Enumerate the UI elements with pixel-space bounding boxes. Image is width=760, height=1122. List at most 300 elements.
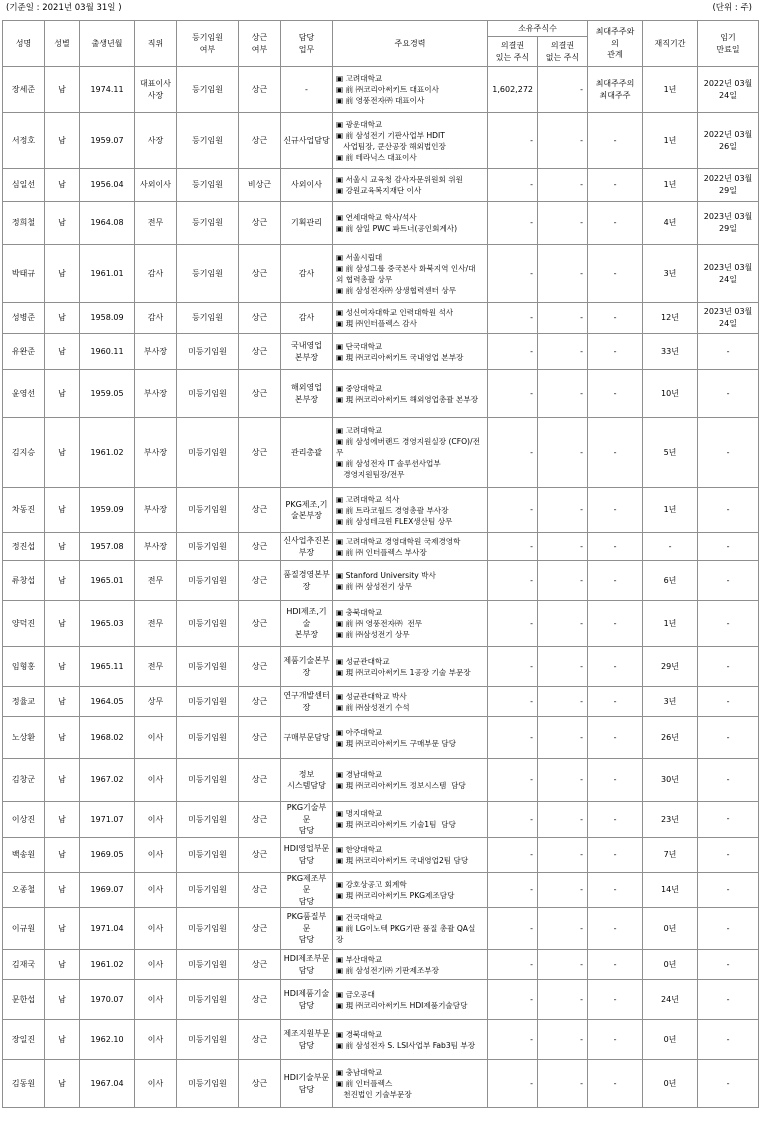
table-row bbox=[3, 1060, 759, 1108]
cell-tenure: 0년 bbox=[643, 908, 698, 950]
cell-expiry: - bbox=[698, 1060, 759, 1108]
cell-voting: - bbox=[488, 169, 538, 202]
cell-voting: - bbox=[488, 647, 538, 687]
cell-tenure: 1년 bbox=[643, 488, 698, 533]
cell-tenure: 3년 bbox=[643, 687, 698, 717]
cell-fulltime: 상근 bbox=[239, 908, 281, 950]
cell-nonvoting: - bbox=[538, 950, 588, 980]
career-line: ▣ 前 삼일 PWC 파트너(공인회계사) bbox=[336, 224, 458, 233]
cell-position: 대표이사 사장 bbox=[135, 67, 177, 113]
cell-registered: 미등기임원 bbox=[177, 647, 239, 687]
table-row bbox=[3, 837, 759, 872]
table-row bbox=[3, 370, 759, 418]
table-row bbox=[3, 67, 759, 113]
cell-position: 이사 bbox=[135, 1020, 177, 1060]
cell-name: 문한섭 bbox=[3, 980, 45, 1020]
cell-name: 김창군 bbox=[3, 759, 45, 802]
cell-birth: 1965.01 bbox=[80, 561, 135, 601]
table-row bbox=[3, 488, 759, 533]
cell-nonvoting: - bbox=[538, 303, 588, 334]
cell-nonvoting: - bbox=[538, 601, 588, 647]
cell-nonvoting: - bbox=[538, 759, 588, 802]
cell-position: 이사 bbox=[135, 950, 177, 980]
cell-position: 이사 bbox=[135, 717, 177, 759]
cell-registered: 미등기임원 bbox=[177, 837, 239, 872]
cell-expiry: 2023년 03월 29일 bbox=[698, 202, 759, 245]
career-line: ▣ 前 ㈜코리아써키트 대표이사 bbox=[336, 85, 439, 94]
career-line: ▣ 서울시 교육청 감사자문위원회 위원 bbox=[336, 175, 463, 184]
cell-expiry: 2023년 03월 24일 bbox=[698, 245, 759, 303]
col-voting: 의결권 있는 주식 bbox=[488, 37, 538, 67]
career-line: ▣ 고려대학교 bbox=[336, 74, 383, 83]
cell-expiry: - bbox=[698, 647, 759, 687]
cell-nonvoting: - bbox=[538, 717, 588, 759]
cell-gender: 남 bbox=[45, 113, 80, 169]
cell-birth: 1959.07 bbox=[80, 113, 135, 169]
base-date: (기준일 : 2021년 03월 31일 ) bbox=[6, 3, 122, 13]
career-line: ▣ 충남대학교 bbox=[336, 1068, 383, 1077]
cell-relation: - bbox=[588, 334, 643, 370]
cell-birth: 1965.11 bbox=[80, 647, 135, 687]
cell-voting: - bbox=[488, 950, 538, 980]
cell-voting: - bbox=[488, 802, 538, 838]
cell-nonvoting: - bbox=[538, 533, 588, 561]
cell-expiry: - bbox=[698, 334, 759, 370]
cell-position: 부사장 bbox=[135, 533, 177, 561]
table-body bbox=[3, 67, 759, 1108]
cell-career bbox=[333, 488, 488, 533]
cell-tenure: 29년 bbox=[643, 647, 698, 687]
cell-registered: 등기임원 bbox=[177, 169, 239, 202]
cell-birth: 1964.05 bbox=[80, 687, 135, 717]
cell-relation: - bbox=[588, 561, 643, 601]
cell-registered: 미등기임원 bbox=[177, 950, 239, 980]
table-row bbox=[3, 759, 759, 802]
cell-career bbox=[333, 113, 488, 169]
career-line: ▣ 現 ㈜코리아써키트 HDI제품기술담당 bbox=[336, 1000, 468, 1010]
cell-tenure: - bbox=[643, 533, 698, 561]
cell-birth: 1964.08 bbox=[80, 202, 135, 245]
cell-duty: 정보 시스템담당 bbox=[281, 759, 333, 802]
cell-name: 이규원 bbox=[3, 908, 45, 950]
table-row bbox=[3, 1020, 759, 1060]
cell-position: 상무 bbox=[135, 687, 177, 717]
career-line: 경영지원팀장/전무 bbox=[336, 470, 405, 479]
table-row bbox=[3, 980, 759, 1020]
cell-duty: 사외이사 bbox=[281, 169, 333, 202]
cell-tenure: 23년 bbox=[643, 802, 698, 838]
career-line: ▣ 現 ㈜코리아써키트 PKG제조담당 bbox=[336, 890, 455, 900]
cell-duty: PKG기술부문 담당 bbox=[281, 802, 333, 838]
career-line: ▣ 한양대학교 bbox=[336, 844, 383, 854]
cell-gender: 남 bbox=[45, 370, 80, 418]
cell-birth: 1959.05 bbox=[80, 370, 135, 418]
cell-birth: 1970.07 bbox=[80, 980, 135, 1020]
cell-birth: 1965.03 bbox=[80, 601, 135, 647]
cell-nonvoting: - bbox=[538, 418, 588, 488]
cell-relation: - bbox=[588, 908, 643, 950]
cell-relation: - bbox=[588, 759, 643, 802]
career-line: ▣ Stanford University 박사 bbox=[336, 570, 436, 580]
cell-name: 김재국 bbox=[3, 950, 45, 980]
cell-relation: - bbox=[588, 303, 643, 334]
cell-duty: HDI제조부문 담당 bbox=[281, 950, 333, 980]
cell-tenure: 0년 bbox=[643, 1060, 698, 1108]
col-nonvoting: 의결권 없는 주식 bbox=[538, 37, 588, 67]
cell-relation: - bbox=[588, 647, 643, 687]
cell-registered: 미등기임원 bbox=[177, 601, 239, 647]
career-line: ▣ 부산대학교 bbox=[336, 954, 383, 964]
cell-birth: 1974.11 bbox=[80, 67, 135, 113]
cell-career bbox=[333, 202, 488, 245]
cell-name: 김동원 bbox=[3, 1060, 45, 1108]
cell-career bbox=[333, 837, 488, 872]
col-expiry: 임기 만료일 bbox=[698, 21, 759, 67]
cell-duty: HDI제조,기술 본부장 bbox=[281, 601, 333, 647]
cell-relation: 최대주주의 최대주주 bbox=[588, 67, 643, 113]
cell-fulltime: 상근 bbox=[239, 370, 281, 418]
table-row bbox=[3, 687, 759, 717]
cell-registered: 등기임원 bbox=[177, 67, 239, 113]
cell-career bbox=[333, 950, 488, 980]
cell-voting: - bbox=[488, 334, 538, 370]
table-row bbox=[3, 533, 759, 561]
cell-tenure: 3년 bbox=[643, 245, 698, 303]
cell-voting: - bbox=[488, 759, 538, 802]
cell-tenure: 1년 bbox=[643, 113, 698, 169]
cell-expiry: - bbox=[698, 950, 759, 980]
cell-registered: 미등기임원 bbox=[177, 687, 239, 717]
career-line: ▣ 강원교육복지재단 이사 bbox=[336, 186, 422, 195]
table-row bbox=[3, 245, 759, 303]
cell-career bbox=[333, 334, 488, 370]
cell-nonvoting: - bbox=[538, 980, 588, 1020]
career-line: ▣ 충북대학교 bbox=[336, 608, 383, 617]
cell-gender: 남 bbox=[45, 67, 80, 113]
col-tenure: 재직기간 bbox=[643, 21, 698, 67]
cell-duty: 관리총괄 bbox=[281, 418, 333, 488]
cell-position: 사외이사 bbox=[135, 169, 177, 202]
career-line: ▣ 금오공대 bbox=[336, 989, 375, 999]
cell-nonvoting: - bbox=[538, 245, 588, 303]
cell-career bbox=[333, 533, 488, 561]
career-line: ▣ 강호상공고 회계학 bbox=[336, 879, 407, 889]
cell-name: 정희철 bbox=[3, 202, 45, 245]
cell-name: 차동진 bbox=[3, 488, 45, 533]
cell-tenure: 30년 bbox=[643, 759, 698, 802]
cell-expiry: - bbox=[698, 980, 759, 1020]
cell-expiry: - bbox=[698, 687, 759, 717]
career-line: ▣ 現 ㈜코리아써키트 국내영업2팀 담당 bbox=[336, 855, 469, 865]
cell-voting: - bbox=[488, 303, 538, 334]
col-position: 직위 bbox=[135, 21, 177, 67]
cell-name: 장세준 bbox=[3, 67, 45, 113]
cell-career bbox=[333, 687, 488, 717]
cell-fulltime: 상근 bbox=[239, 837, 281, 872]
cell-name: 서정호 bbox=[3, 113, 45, 169]
cell-duty: 국내영업 본부장 bbox=[281, 334, 333, 370]
career-line: 천진법인 기술부문장 bbox=[336, 1090, 412, 1099]
cell-tenure: 12년 bbox=[643, 303, 698, 334]
header-bar bbox=[0, 0, 760, 16]
cell-fulltime: 상근 bbox=[239, 67, 281, 113]
career-line: ▣ 前 ㈜삼성전기 수석 bbox=[336, 702, 410, 712]
career-line: ▣ 前 삼성에버랜드 경영지원실장 (CFO)/전 bbox=[336, 437, 480, 446]
cell-registered: 미등기임원 bbox=[177, 370, 239, 418]
cell-voting: - bbox=[488, 488, 538, 533]
cell-name: 정진섭 bbox=[3, 533, 45, 561]
cell-position: 부사장 bbox=[135, 418, 177, 488]
cell-birth: 1967.04 bbox=[80, 1060, 135, 1108]
cell-position: 부사장 bbox=[135, 488, 177, 533]
cell-nonvoting: - bbox=[538, 561, 588, 601]
cell-name: 백송원 bbox=[3, 837, 45, 872]
cell-registered: 미등기임원 bbox=[177, 334, 239, 370]
cell-registered: 미등기임원 bbox=[177, 717, 239, 759]
cell-position: 이사 bbox=[135, 872, 177, 908]
cell-voting: - bbox=[488, 113, 538, 169]
cell-duty: 해외영업 본부장 bbox=[281, 370, 333, 418]
cell-duty: HDI기술부문 담당 bbox=[281, 1060, 333, 1108]
table-row bbox=[3, 202, 759, 245]
cell-fulltime: 상근 bbox=[239, 802, 281, 838]
cell-nonvoting: - bbox=[538, 67, 588, 113]
cell-tenure: 6년 bbox=[643, 561, 698, 601]
cell-fulltime: 상근 bbox=[239, 418, 281, 488]
col-gender: 성별 bbox=[45, 21, 80, 67]
cell-position: 부사장 bbox=[135, 334, 177, 370]
cell-voting: - bbox=[488, 872, 538, 908]
col-duty: 담당 업무 bbox=[281, 21, 333, 67]
cell-gender: 남 bbox=[45, 759, 80, 802]
cell-fulltime: 상근 bbox=[239, 950, 281, 980]
cell-gender: 남 bbox=[45, 561, 80, 601]
col-career: 주요경력 bbox=[333, 21, 488, 67]
career-line: ▣ 고려대학교 경영대학원 국제경영학 bbox=[336, 536, 461, 546]
cell-relation: - bbox=[588, 717, 643, 759]
cell-duty: HDI제품기술 담당 bbox=[281, 980, 333, 1020]
cell-expiry: 2022년 03월 24일 bbox=[698, 67, 759, 113]
cell-fulltime: 상근 bbox=[239, 202, 281, 245]
cell-voting: - bbox=[488, 418, 538, 488]
cell-tenure: 1년 bbox=[643, 169, 698, 202]
cell-registered: 미등기임원 bbox=[177, 418, 239, 488]
career-line: ▣ 고려대학교 bbox=[336, 426, 383, 435]
cell-career bbox=[333, 303, 488, 334]
cell-tenure: 33년 bbox=[643, 334, 698, 370]
cell-fulltime: 상근 bbox=[239, 872, 281, 908]
cell-fulltime: 상근 bbox=[239, 533, 281, 561]
cell-relation: - bbox=[588, 872, 643, 908]
cell-registered: 미등기임원 bbox=[177, 1020, 239, 1060]
cell-duty: 제품기술본부 장 bbox=[281, 647, 333, 687]
cell-expiry: - bbox=[698, 601, 759, 647]
cell-expiry: - bbox=[698, 837, 759, 872]
career-line: ▣ 경남대학교 bbox=[336, 770, 383, 779]
cell-expiry: - bbox=[698, 717, 759, 759]
cell-expiry: - bbox=[698, 533, 759, 561]
cell-gender: 남 bbox=[45, 908, 80, 950]
cell-gender: 남 bbox=[45, 687, 80, 717]
cell-duty: 감사 bbox=[281, 245, 333, 303]
cell-career bbox=[333, 717, 488, 759]
career-line: ▣ 명지대학교 bbox=[336, 809, 383, 819]
cell-relation: - bbox=[588, 370, 643, 418]
cell-nonvoting: - bbox=[538, 647, 588, 687]
cell-fulltime: 상근 bbox=[239, 245, 281, 303]
cell-relation: - bbox=[588, 533, 643, 561]
career-line: ▣ 現 ㈜코리아써키트 1공장 기술 부문장 bbox=[336, 667, 471, 677]
career-line: ▣ 現 ㈜코리아써키트 정보시스템 담당 bbox=[336, 781, 466, 790]
cell-fulltime: 상근 bbox=[239, 488, 281, 533]
table-row bbox=[3, 169, 759, 202]
cell-gender: 남 bbox=[45, 1060, 80, 1108]
cell-fulltime: 상근 bbox=[239, 1060, 281, 1108]
cell-birth: 1956.04 bbox=[80, 169, 135, 202]
cell-registered: 미등기임원 bbox=[177, 908, 239, 950]
cell-career bbox=[333, 67, 488, 113]
cell-registered: 미등기임원 bbox=[177, 980, 239, 1020]
cell-duty: 신규사업담당 bbox=[281, 113, 333, 169]
cell-career bbox=[333, 1020, 488, 1060]
cell-birth: 1968.02 bbox=[80, 717, 135, 759]
career-line: ▣ 성균관대학교 박사 bbox=[336, 691, 407, 701]
cell-relation: - bbox=[588, 802, 643, 838]
cell-name: 류창섭 bbox=[3, 561, 45, 601]
career-line: ▣ 경북대학교 bbox=[336, 1029, 383, 1039]
cell-fulltime: 상근 bbox=[239, 561, 281, 601]
table-row bbox=[3, 872, 759, 908]
cell-birth: 1958.09 bbox=[80, 303, 135, 334]
cell-position: 부사장 bbox=[135, 370, 177, 418]
career-line: ▣ 고려대학교 석사 bbox=[336, 494, 400, 504]
cell-expiry: 2022년 03월 29일 bbox=[698, 169, 759, 202]
table-row bbox=[3, 418, 759, 488]
cell-nonvoting: - bbox=[538, 1060, 588, 1108]
career-line: ▣ 연세대학교 학사/석사 bbox=[336, 213, 417, 222]
cell-nonvoting: - bbox=[538, 488, 588, 533]
cell-nonvoting: - bbox=[538, 687, 588, 717]
cell-gender: 남 bbox=[45, 169, 80, 202]
cell-tenure: 4년 bbox=[643, 202, 698, 245]
career-line: ▣ 광운대학교 bbox=[336, 119, 383, 129]
table-row bbox=[3, 303, 759, 334]
cell-nonvoting: - bbox=[538, 837, 588, 872]
cell-registered: 등기임원 bbox=[177, 202, 239, 245]
cell-gender: 남 bbox=[45, 980, 80, 1020]
cell-duty: HDI영업부문 담당 bbox=[281, 837, 333, 872]
career-line: 사업팀장, 쿤산공장 해외법인장 bbox=[336, 141, 446, 151]
career-line: ▣ 아주대학교 bbox=[336, 727, 383, 737]
cell-nonvoting: - bbox=[538, 872, 588, 908]
col-registered: 등기임원 여부 bbox=[177, 21, 239, 67]
cell-tenure: 14년 bbox=[643, 872, 698, 908]
cell-nonvoting: - bbox=[538, 802, 588, 838]
cell-nonvoting: - bbox=[538, 334, 588, 370]
cell-birth: 1961.01 bbox=[80, 245, 135, 303]
cell-position: 이사 bbox=[135, 837, 177, 872]
cell-expiry: - bbox=[698, 872, 759, 908]
career-line: ▣ 現 ㈜인터플렉스 감사 bbox=[336, 319, 417, 328]
cell-name: 윤영선 bbox=[3, 370, 45, 418]
career-line: ▣ 前 ㈜ 인터플렉스 부사장 bbox=[336, 547, 427, 557]
cell-name: 정율교 bbox=[3, 687, 45, 717]
cell-career bbox=[333, 647, 488, 687]
cell-relation: - bbox=[588, 601, 643, 647]
cell-duty: 제조지원부문 담당 bbox=[281, 1020, 333, 1060]
cell-duty: 연구개발센터 장 bbox=[281, 687, 333, 717]
career-line: ▣ 前 삼성전기 기판사업부 HDIT bbox=[336, 130, 445, 140]
cell-duty: - bbox=[281, 67, 333, 113]
cell-expiry: 2023년 03월 24일 bbox=[698, 303, 759, 334]
cell-gender: 남 bbox=[45, 303, 80, 334]
cell-tenure: 5년 bbox=[643, 418, 698, 488]
career-line: ▣ 前 LG이노텍 PKG기판 품질 총괄 QA실 bbox=[336, 924, 476, 933]
table-row bbox=[3, 561, 759, 601]
cell-career bbox=[333, 1060, 488, 1108]
career-line: ▣ 前 삼성그룹 중국본사 화북지역 인사/대 bbox=[336, 263, 476, 273]
cell-birth: 1961.02 bbox=[80, 950, 135, 980]
cell-relation: - bbox=[588, 245, 643, 303]
career-line: ▣ 前 ㈜ 영풍전자㈜ 전무 bbox=[336, 619, 423, 628]
cell-tenure: 1년 bbox=[643, 601, 698, 647]
cell-gender: 남 bbox=[45, 245, 80, 303]
cell-registered: 등기임원 bbox=[177, 113, 239, 169]
career-line: ▣ 現 ㈜코리아써키트 해외영업총괄 본부장 bbox=[336, 394, 479, 404]
cell-fulltime: 상근 bbox=[239, 334, 281, 370]
cell-position: 전무 bbox=[135, 601, 177, 647]
cell-registered: 미등기임원 bbox=[177, 1060, 239, 1108]
cell-voting: - bbox=[488, 370, 538, 418]
cell-name: 양덕진 bbox=[3, 601, 45, 647]
cell-voting: - bbox=[488, 687, 538, 717]
cell-voting: - bbox=[488, 533, 538, 561]
cell-expiry: 2022년 03월 26일 bbox=[698, 113, 759, 169]
cell-birth: 1959.09 bbox=[80, 488, 135, 533]
cell-nonvoting: - bbox=[538, 908, 588, 950]
cell-gender: 남 bbox=[45, 717, 80, 759]
cell-tenure: 26년 bbox=[643, 717, 698, 759]
cell-fulltime: 상근 bbox=[239, 980, 281, 1020]
cell-registered: 미등기임원 bbox=[177, 872, 239, 908]
cell-duty: 기획관리 bbox=[281, 202, 333, 245]
cell-voting: - bbox=[488, 202, 538, 245]
cell-name: 이상진 bbox=[3, 802, 45, 838]
cell-position: 이사 bbox=[135, 802, 177, 838]
cell-position: 이사 bbox=[135, 759, 177, 802]
cell-duty: 신사업추진본 부장 bbox=[281, 533, 333, 561]
cell-fulltime: 상근 bbox=[239, 647, 281, 687]
table-row bbox=[3, 717, 759, 759]
cell-registered: 미등기임원 bbox=[177, 488, 239, 533]
cell-birth: 1969.05 bbox=[80, 837, 135, 872]
cell-registered: 미등기임원 bbox=[177, 759, 239, 802]
cell-registered: 미등기임원 bbox=[177, 533, 239, 561]
career-line: 무 bbox=[336, 448, 344, 457]
cell-tenure: 0년 bbox=[643, 1020, 698, 1060]
cell-fulltime: 상근 bbox=[239, 113, 281, 169]
cell-fulltime: 상근 bbox=[239, 303, 281, 334]
cell-career bbox=[333, 370, 488, 418]
cell-duty: PKG품질부문 담당 bbox=[281, 908, 333, 950]
cell-nonvoting: - bbox=[538, 113, 588, 169]
cell-expiry: - bbox=[698, 561, 759, 601]
career-line: ▣ 前 삼성전자 S. LSI사업부 Fab3팀 부장 bbox=[336, 1040, 476, 1050]
table-row bbox=[3, 647, 759, 687]
cell-nonvoting: - bbox=[538, 169, 588, 202]
cell-expiry: - bbox=[698, 1020, 759, 1060]
cell-position: 사장 bbox=[135, 113, 177, 169]
